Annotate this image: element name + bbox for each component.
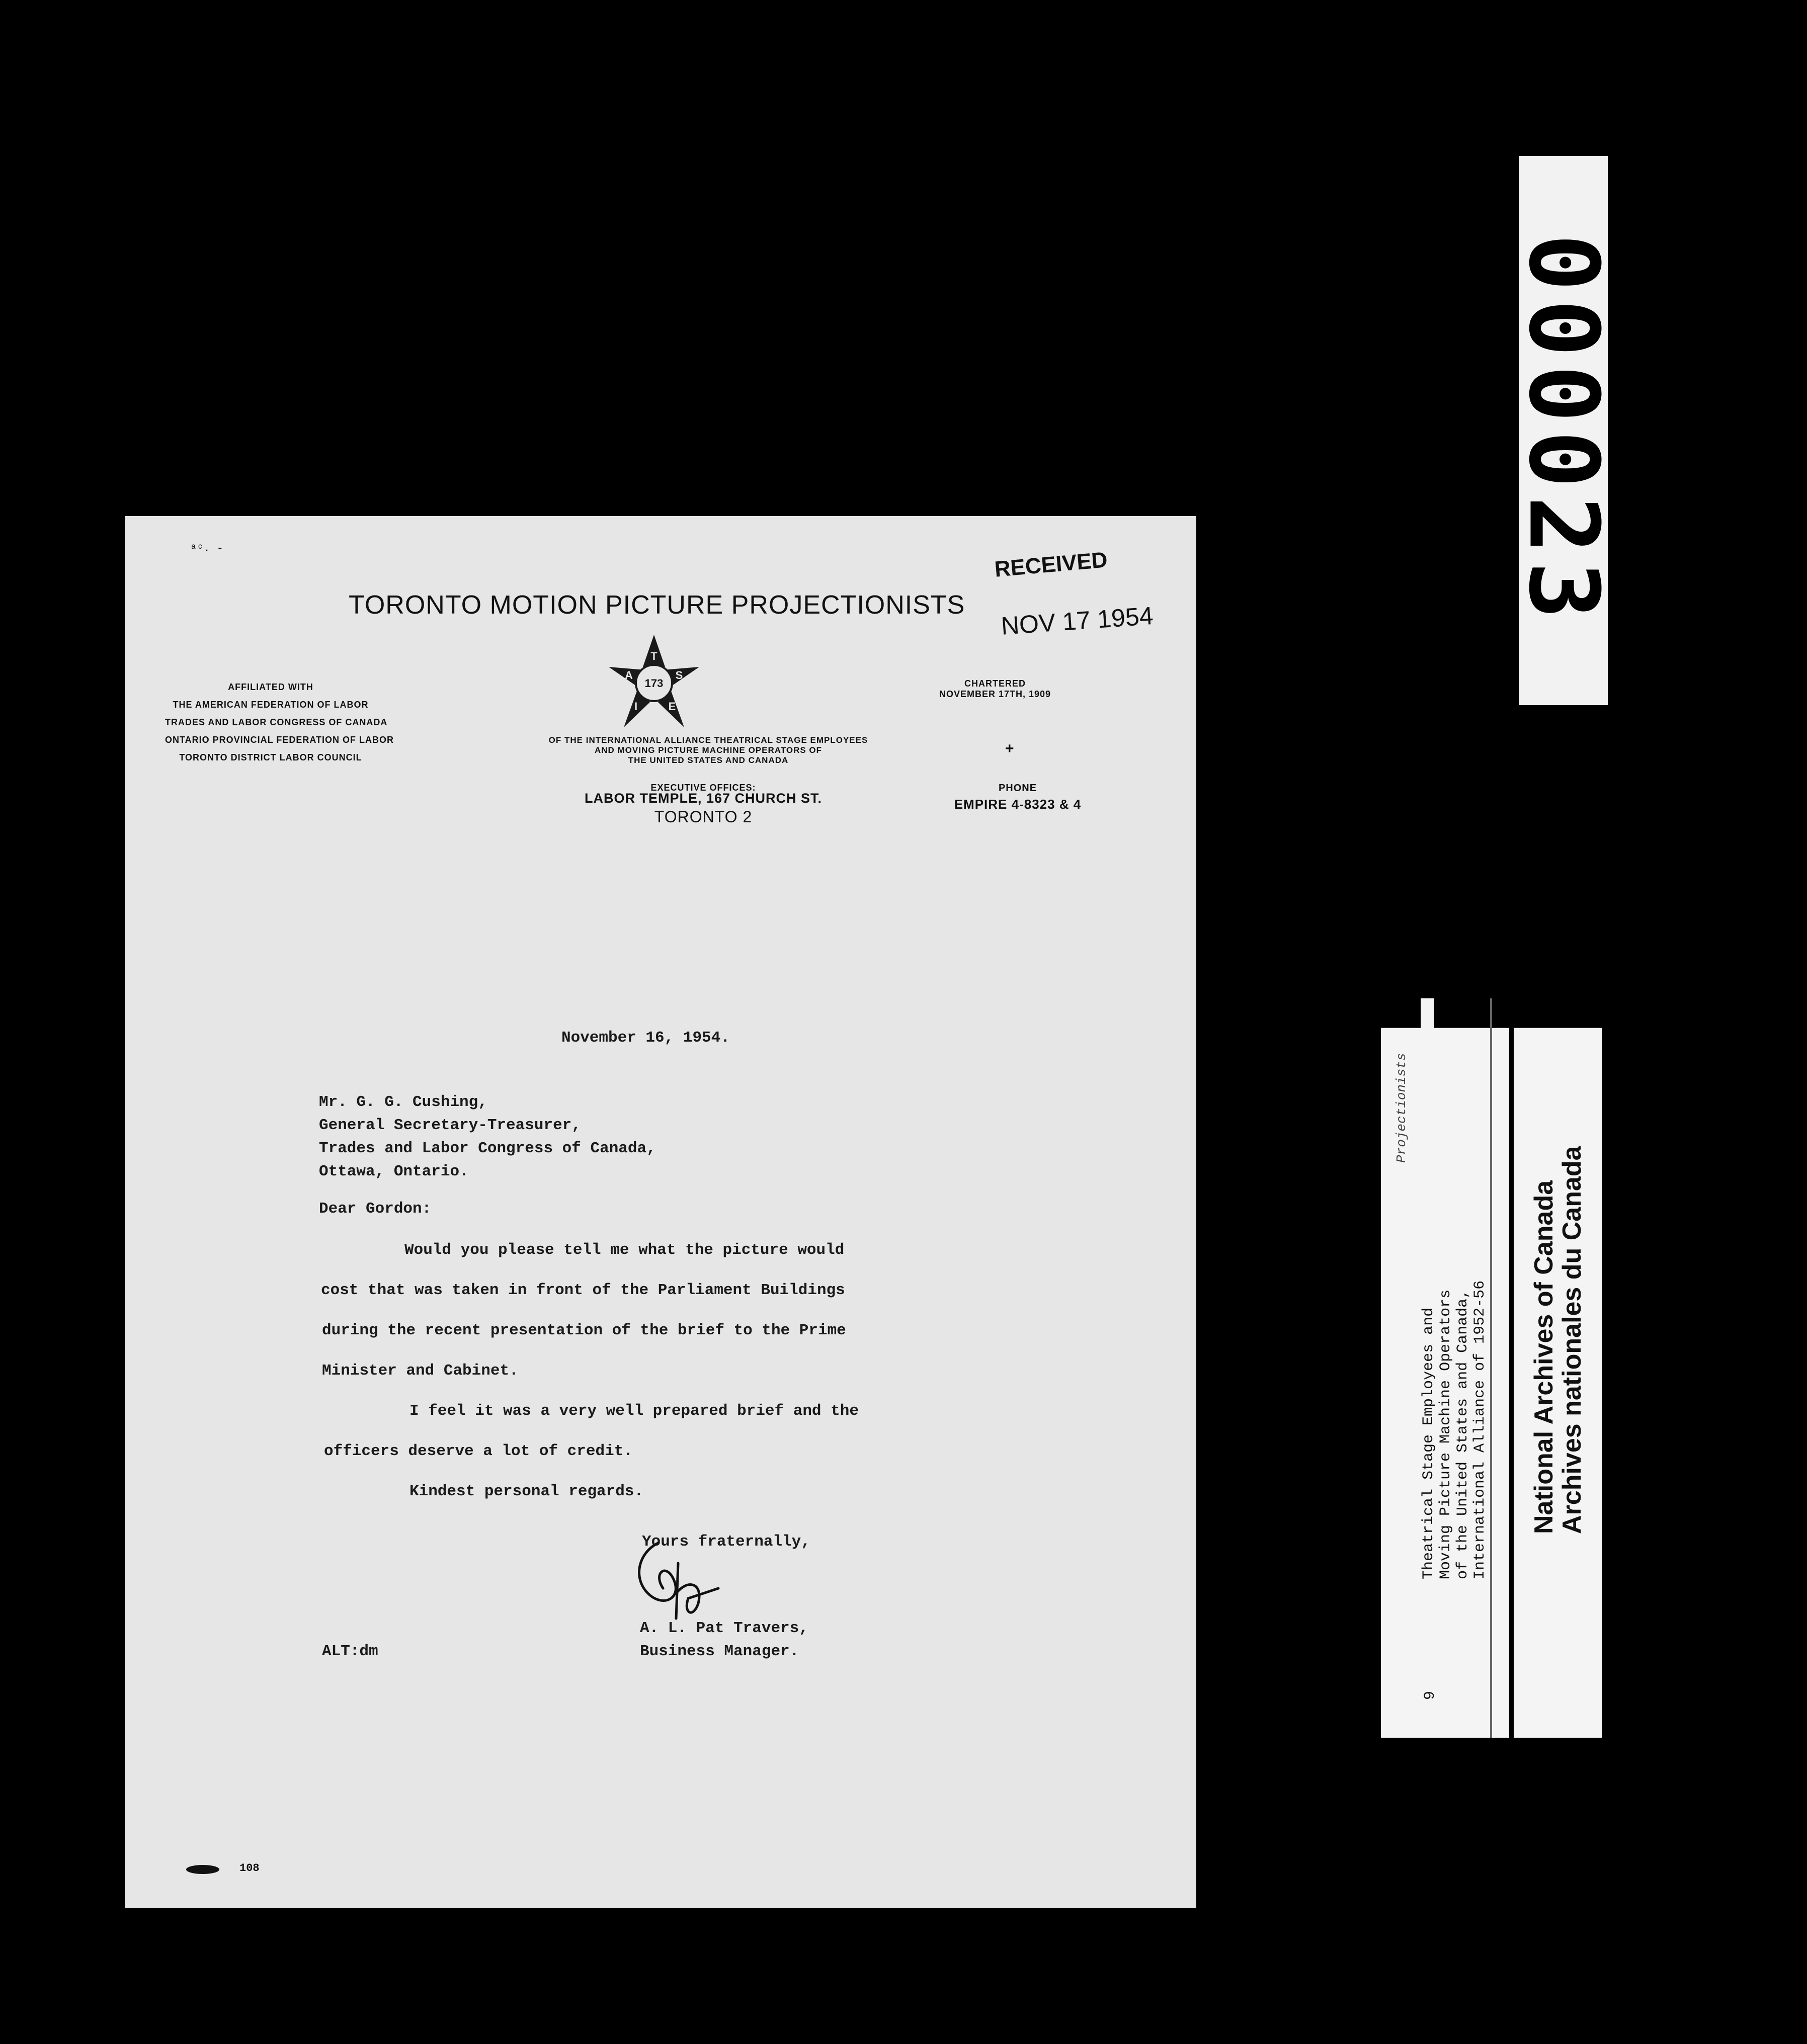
tag-title-line: of the United States and Canada,	[1454, 1289, 1471, 1579]
reel-number: 000023	[1508, 233, 1619, 628]
address-line: General Secretary-Treasurer,	[319, 1117, 581, 1134]
address-line: Trades and Labor Congress of Canada,	[319, 1140, 656, 1157]
emblem-number: 173	[644, 677, 664, 690]
address-line: Mr. G. G. Cushing,	[319, 1093, 487, 1111]
alliance-line: THE UNITED STATES AND CANADA	[628, 755, 789, 765]
paragraph-line: during the recent presentation of the brief to the Prime	[322, 1322, 846, 1339]
emblem-letter: S	[675, 669, 683, 682]
letter-page	[125, 516, 1196, 1908]
phone-label: PHONE	[998, 783, 1037, 794]
closing: Yours fraternally,	[642, 1533, 810, 1551]
signatory-title: Business Manager.	[640, 1643, 799, 1660]
phone-block	[910, 783, 1126, 810]
affiliation-line: AFFILIATED WITH	[228, 682, 313, 692]
affiliation-line: ONTARIO PROVINCIAL FEDERATION OF LABOR	[165, 735, 394, 745]
paragraph-line: I feel it was a very well prepared brief and the	[409, 1402, 859, 1420]
received-stamp-label: RECEIVED	[994, 547, 1109, 582]
letter-date: November 16, 1954.	[561, 1029, 730, 1047]
address-line: Ottawa, Ontario.	[319, 1163, 469, 1180]
received-stamp-date: NOV 17 1954	[1000, 601, 1155, 640]
tag-divider	[1490, 998, 1492, 1738]
tag-institution-en: National Archives of Canada	[1529, 1180, 1558, 1534]
regards: Kindest personal regards.	[409, 1483, 644, 1500]
chartered-label: CHARTERED	[964, 678, 1026, 689]
tag-volume: 9	[1422, 1690, 1439, 1700]
paragraph-line: Would you please tell me what the picture would	[404, 1241, 845, 1259]
letterhead-title: TORONTO MOTION PICTURE PROJECTIONISTS	[349, 590, 965, 620]
alliance-block	[432, 735, 985, 765]
tag-title-line: Theatrical Stage Employees and	[1420, 1307, 1437, 1579]
affiliation-line: TRADES AND LABOR CONGRESS OF CANADA	[165, 717, 388, 727]
tag-institution-fr: Archives nationales du Canada	[1557, 1146, 1587, 1534]
offices-city: TORONTO 2	[654, 808, 753, 826]
affiliations-block	[165, 682, 394, 770]
tag-title-line: International Alliance of 1952-56	[1471, 1280, 1489, 1579]
signatory-name: A. L. Pat Travers,	[640, 1620, 808, 1637]
form-number: 108	[239, 1862, 260, 1875]
top-mark: ᵃᶜ. -	[190, 542, 224, 555]
alliance-line: AND MOVING PICTURE MACHINE OPERATORS OF	[594, 745, 823, 755]
affiliation-line: TORONTO DISTRICT LABOR COUNCIL	[179, 752, 362, 762]
alliance-line: OF THE INTERNATIONAL ALLIANCE THEATRICAL STAGE EMPLOYEES	[548, 735, 868, 745]
tag-handwritten-note: Projectionists	[1394, 1053, 1409, 1163]
emblem-letter: I	[634, 700, 638, 713]
plus-mark: +	[1005, 740, 1014, 757]
chartered-date: NOVEMBER 17TH, 1909	[939, 689, 1051, 699]
signature-image	[628, 1533, 728, 1629]
reel-number-label	[1508, 156, 1619, 705]
printer-mark-icon	[185, 1864, 220, 1875]
emblem-letter: T	[650, 650, 658, 662]
offices-label: EXECUTIVE OFFICES:	[650, 783, 756, 793]
phone-number: EMPIRE 4-8323 & 4	[954, 797, 1082, 812]
tag-title-line: Moving Picture Machine Operators	[1437, 1289, 1454, 1579]
emblem-letter: E	[668, 700, 676, 713]
chartered-block	[910, 678, 1081, 700]
paragraph-line: Minister and Cabinet.	[322, 1362, 519, 1380]
affiliation-line: THE AMERICAN FEDERATION OF LABOR	[173, 700, 369, 710]
executive-offices-block	[477, 783, 930, 826]
typist-initials: ALT:dm	[322, 1643, 378, 1660]
recipient-address	[319, 1091, 656, 1183]
emblem-letter: A	[625, 669, 633, 682]
paragraph-line: cost that was taken in front of the Parliament Buildings	[321, 1282, 845, 1299]
iatse-emblem-icon	[604, 632, 704, 732]
tag-separator	[1509, 998, 1514, 1738]
offices-address: LABOR TEMPLE, 167 CHURCH ST.	[584, 791, 823, 806]
paragraph-line: officers deserve a lot of credit.	[324, 1442, 633, 1460]
salutation: Dear Gordon:	[319, 1200, 432, 1218]
